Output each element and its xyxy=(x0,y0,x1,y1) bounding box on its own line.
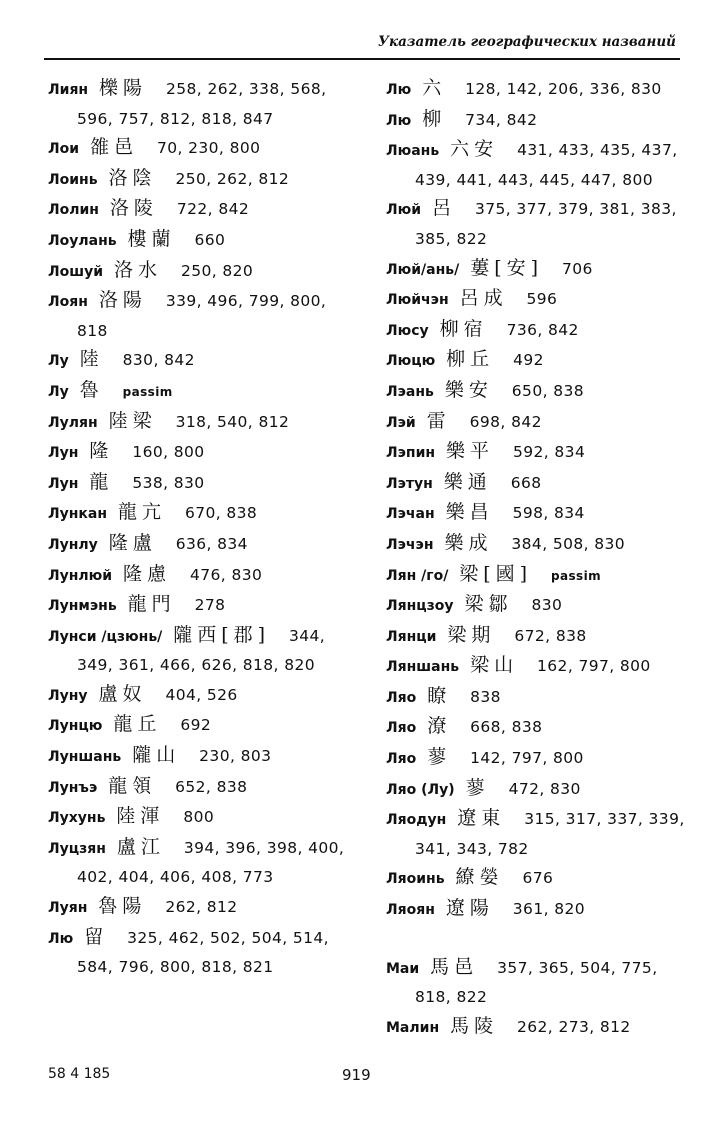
index-entry xyxy=(386,468,686,499)
index-entry xyxy=(386,651,686,682)
entry-name: Лэпин xyxy=(386,445,436,462)
index-entry xyxy=(48,529,348,560)
entry-name: Лэй xyxy=(386,414,416,431)
entry-characters: 雒邑 xyxy=(90,136,139,159)
entry-pages: 70, 230, 800 xyxy=(156,139,261,158)
entry-name: Ляо (Лу) xyxy=(386,781,455,798)
index-entry xyxy=(386,560,686,591)
entry-characters: 陸 xyxy=(79,348,104,371)
entry-characters: 龍丘 xyxy=(113,713,162,736)
entry-name: Ляоинь xyxy=(386,871,445,888)
index-entry xyxy=(48,892,348,923)
entry-name: Лю xyxy=(386,112,412,129)
index-entry xyxy=(48,802,348,833)
printer-signature: 58 4 185 xyxy=(48,1066,111,1082)
entry-name: Люй/ань/ xyxy=(386,261,460,278)
entry-name: Лунъэ xyxy=(48,779,98,796)
entry-characters: 洛水 xyxy=(114,258,163,281)
entry-name: Лоулань xyxy=(48,232,117,249)
entry-characters: 柳丘 xyxy=(446,348,495,371)
entry-name: Малин xyxy=(386,1019,440,1036)
index-entry xyxy=(48,133,348,164)
entry-pages: 394, 396, 398, 400, 402, 404, 406, 408, 773 xyxy=(77,838,345,887)
entry-characters: 遼東 xyxy=(457,807,506,830)
entry-pages: 250, 262, 812 xyxy=(175,169,290,188)
entry-name: Лункан xyxy=(48,506,108,523)
entry-name: Луян xyxy=(48,900,88,917)
entry-characters: 柳 xyxy=(422,107,447,130)
entry-pages: 357, 365, 504, 775, 818, 822 xyxy=(415,958,658,1007)
index-entry xyxy=(48,194,348,225)
entry-name: Лошуй xyxy=(48,263,104,280)
index-entry xyxy=(386,804,686,863)
entry-name: Лои xyxy=(48,141,80,158)
entry-characters: 隴西[郡] xyxy=(173,623,271,646)
entry-characters: 遼陽 xyxy=(445,897,494,920)
entry-pages: 318, 540, 812 xyxy=(175,412,290,431)
entry-pages: 230, 803 xyxy=(199,747,272,766)
entry-pages: 262, 273, 812 xyxy=(517,1017,631,1036)
entry-name: Лэчэн xyxy=(386,536,434,553)
entry-pages: 160, 800 xyxy=(132,443,205,462)
entry-name: Люйчэн xyxy=(386,292,449,309)
entry-characters: 樂平 xyxy=(446,440,495,463)
entry-name: Лолин xyxy=(48,202,99,219)
entry-pages: 339, 496, 799, 800, 818 xyxy=(77,292,327,340)
index-entry xyxy=(48,710,348,741)
entry-name: Ляо xyxy=(386,751,417,768)
entry-name: Лэтун xyxy=(386,475,433,492)
entry-pages: 722, 842 xyxy=(176,200,250,219)
entry-name: Лиян xyxy=(48,82,89,98)
entry-pages: 278 xyxy=(194,596,226,615)
index-entry xyxy=(48,680,348,711)
page-number: 919 xyxy=(342,1066,371,1084)
index-entry xyxy=(386,105,686,136)
index-entry xyxy=(48,225,348,256)
entry-characters: 隴山 xyxy=(132,744,181,767)
index-entry xyxy=(48,376,348,407)
entry-pages: 315, 317, 337, 339, 341, 343, 782 xyxy=(415,810,685,858)
entry-characters: 六安 xyxy=(450,138,499,161)
entry-pages: 592, 834 xyxy=(512,443,586,462)
entry-characters: 樂成 xyxy=(444,531,493,554)
entry-characters: 盧江 xyxy=(116,835,165,858)
entry-characters: 呂 xyxy=(432,197,457,220)
entry-pages: 431, 433, 435, 437, 439, 441, 443, 445, 447, 800 xyxy=(415,141,678,189)
entry-characters: 龍門 xyxy=(127,593,176,616)
entry-name: Люцю xyxy=(386,353,436,370)
entry-name: Лян /го/ xyxy=(386,567,449,584)
entry-characters: 樂通 xyxy=(443,470,492,493)
entry-pages: 476, 830 xyxy=(190,565,263,584)
entry-name: Люсу xyxy=(386,322,429,339)
entry-pages: 830 xyxy=(531,596,563,615)
entry-characters: 樂安 xyxy=(444,378,493,401)
entry-name: Лун xyxy=(48,475,79,492)
entry-pages: 596 xyxy=(526,290,558,309)
entry-characters: 繚嫈 xyxy=(455,866,504,889)
entry-characters: 潦 xyxy=(427,715,452,738)
index-entry xyxy=(386,498,686,529)
index-entry xyxy=(48,468,348,499)
index-entry xyxy=(386,621,686,652)
index-entry xyxy=(386,894,686,925)
entry-pages: 344, 349, 361, 466, 626, 818, 820 xyxy=(77,626,326,675)
entry-characters: 雷 xyxy=(426,409,451,432)
entry-characters: 呂成 xyxy=(459,287,508,310)
index-column-right xyxy=(386,74,686,1042)
entry-name: Лунцю xyxy=(48,718,103,735)
entry-pages: 128, 142, 206, 336, 830 xyxy=(465,80,662,98)
entry-characters: 盧奴 xyxy=(98,682,147,705)
entry-characters: 蓼 xyxy=(465,776,490,799)
entry-characters: 蔞[安] xyxy=(470,256,544,279)
entry-name: Ляо xyxy=(386,689,417,706)
index-entry xyxy=(386,682,686,713)
entry-name: Лу xyxy=(48,383,69,400)
entry-pages: 598, 834 xyxy=(512,504,585,523)
entry-characters: 留 xyxy=(84,925,109,948)
entry-characters: 洛陰 xyxy=(108,166,157,189)
entry-characters: 蓼 xyxy=(427,746,452,769)
entry-pages: 670, 838 xyxy=(184,504,258,523)
entry-characters: 隆盧 xyxy=(108,531,157,554)
entry-pages: 472, 830 xyxy=(508,779,581,798)
index-entry xyxy=(386,590,686,621)
index-entry xyxy=(386,315,686,346)
entry-characters: 魯 xyxy=(79,378,104,401)
entry-name: Лю xyxy=(386,82,412,98)
entry-name: Люй xyxy=(386,202,422,219)
index-entry xyxy=(48,407,348,438)
entry-characters: 龍領 xyxy=(108,774,157,797)
index-column-left xyxy=(48,74,348,982)
entry-pages: 375, 377, 379, 381, 383, 385, 822 xyxy=(415,200,677,248)
entry-name: Ляншань xyxy=(386,659,460,676)
entry-name: Лунси /цзюнь/ xyxy=(48,628,163,645)
index-entry xyxy=(386,743,686,774)
entry-characters: 魯陽 xyxy=(98,895,147,918)
entry-pages: 668 xyxy=(510,473,542,492)
entry-pages: 668, 838 xyxy=(470,718,543,737)
index-entry xyxy=(386,254,686,285)
entry-pages: 800 xyxy=(183,808,215,827)
entry-name: Лянци xyxy=(386,628,437,645)
index-entry xyxy=(48,923,348,982)
entry-pages: 706 xyxy=(561,259,593,278)
entry-name: Лулян xyxy=(48,414,98,431)
entry-pages: 650, 838 xyxy=(511,381,585,400)
entry-name: Лунмэнь xyxy=(48,598,117,615)
entry-pages: 142, 797, 800 xyxy=(470,749,584,768)
entry-characters: 隆 xyxy=(89,440,114,463)
entry-name: Лу xyxy=(48,353,69,370)
entry-pages: 652, 838 xyxy=(175,777,248,796)
index-entry xyxy=(386,529,686,560)
index-entry xyxy=(48,772,348,803)
entry-characters: 柳宿 xyxy=(439,317,488,340)
entry-characters: 馬邑 xyxy=(430,955,479,978)
entry-characters: 樂昌 xyxy=(445,501,494,524)
entry-pages: 262, 812 xyxy=(165,898,238,917)
entry-name: Ляоян xyxy=(386,902,435,919)
entry-name: Ляо xyxy=(386,720,417,737)
header-rule xyxy=(44,58,680,60)
entry-name: Лун xyxy=(48,445,79,462)
entry-name: Лунлу xyxy=(48,536,98,553)
entry-pages: 492 xyxy=(513,351,544,370)
index-entry xyxy=(48,74,348,133)
entry-name: Лухунь xyxy=(48,810,106,827)
entry-pages: 258, 262, 338, 568, 596, 757, 812, 818, 847 xyxy=(77,80,327,128)
entry-characters: 瞭 xyxy=(427,684,452,707)
entry-characters: 洛陽 xyxy=(98,289,147,312)
index-entry xyxy=(48,256,348,287)
index-entry xyxy=(386,774,686,805)
entry-characters: 梁鄒 xyxy=(464,593,513,616)
entry-pages: 830, 842 xyxy=(122,351,195,370)
entry-pages: 325, 462, 502, 504, 514, 584, 796, 800, 818, 821 xyxy=(77,928,330,977)
index-entry xyxy=(386,194,686,253)
entry-characters: 六 xyxy=(422,77,447,99)
index-entry xyxy=(48,286,348,345)
entry-characters: 龍亢 xyxy=(118,501,167,524)
entry-pages: 692 xyxy=(180,716,212,735)
index-entry xyxy=(386,376,686,407)
entry-characters: 梁[國] xyxy=(459,562,533,585)
index-entry xyxy=(386,712,686,743)
entry-pages: 636, 834 xyxy=(175,534,248,553)
entry-name: Лунлюй xyxy=(48,567,113,584)
entry-characters: 龍 xyxy=(89,470,114,493)
entry-characters: 櫟陽 xyxy=(99,77,148,99)
index-entry xyxy=(48,498,348,529)
entry-pages: 660 xyxy=(194,230,226,249)
entry-characters: 馬陵 xyxy=(450,1014,499,1037)
entry-name: Лянцзоу xyxy=(386,598,454,615)
index-entry xyxy=(386,74,686,105)
index-entry xyxy=(48,437,348,468)
index-entry xyxy=(48,560,348,591)
entry-name: Ляодун xyxy=(386,812,447,829)
entry-pages: 734, 842 xyxy=(465,110,538,129)
entry-pages: 838 xyxy=(470,687,501,706)
index-entry xyxy=(386,284,686,315)
entry-name: Лоинь xyxy=(48,171,98,188)
index-entry xyxy=(48,741,348,772)
entry-name: Лэчан xyxy=(386,506,435,523)
entry-name: Луну xyxy=(48,687,88,704)
entry-pages: 250, 820 xyxy=(180,261,254,280)
entry-pages: 361, 820 xyxy=(512,900,586,919)
index-entry xyxy=(386,407,686,438)
entry-characters: 洛陵 xyxy=(109,197,158,220)
entry-pages: 672, 838 xyxy=(514,626,587,645)
index-entry xyxy=(386,1012,686,1043)
entry-pages: passim xyxy=(551,568,602,583)
entry-characters: 陸梁 xyxy=(108,409,157,432)
entry-name: Луцзян xyxy=(48,840,106,857)
index-entry xyxy=(386,863,686,894)
entry-characters: 梁山 xyxy=(470,654,519,677)
entry-pages: passim xyxy=(122,384,173,399)
index-entry xyxy=(48,590,348,621)
entry-name: Лю xyxy=(48,930,74,947)
entry-pages: 676 xyxy=(522,869,554,888)
entry-pages: 404, 526 xyxy=(165,685,238,704)
index-entry xyxy=(386,437,686,468)
index-entry xyxy=(48,164,348,195)
entry-characters: 陸渾 xyxy=(116,805,165,828)
entry-name: Маи xyxy=(386,960,420,977)
index-entry xyxy=(48,621,348,680)
entry-pages: 538, 830 xyxy=(132,473,205,492)
index-entry xyxy=(386,345,686,376)
entry-name: Лоян xyxy=(48,294,88,311)
index-entry xyxy=(48,345,348,376)
running-header: Указатель географических названий xyxy=(378,34,676,50)
entry-pages: 698, 842 xyxy=(469,412,542,431)
entry-name: Лэань xyxy=(386,383,434,400)
index-entry xyxy=(48,833,348,892)
index-entry xyxy=(386,953,686,1012)
entry-pages: 162, 797, 800 xyxy=(537,657,651,676)
entry-pages: 384, 508, 830 xyxy=(511,534,626,553)
index-entry xyxy=(386,135,686,194)
entry-name: Люань xyxy=(386,143,440,160)
entry-name: Луншань xyxy=(48,749,122,766)
entry-pages: 736, 842 xyxy=(506,320,579,339)
entry-characters: 隆慮 xyxy=(123,562,172,585)
entry-characters: 梁期 xyxy=(447,623,496,646)
entry-characters: 樓蘭 xyxy=(127,227,176,250)
